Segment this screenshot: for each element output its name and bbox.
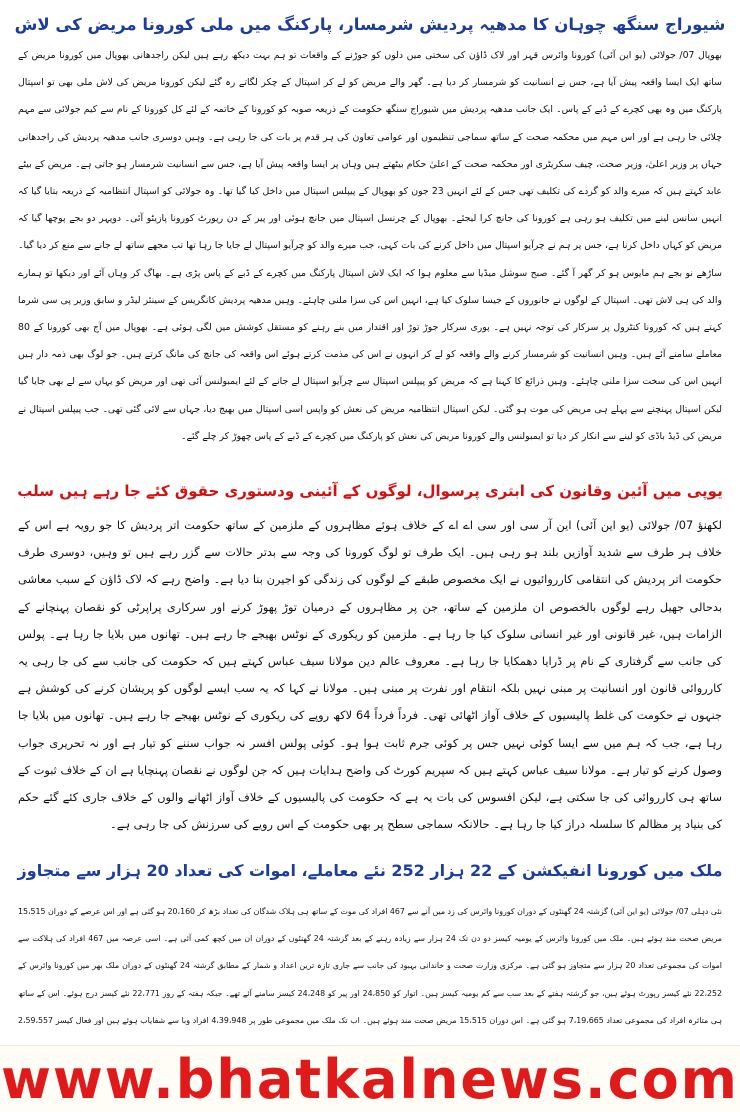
article-2-body: لکھنؤ 07/ جولائی (یو این آئی) این آر سی اور سی اے اے کے خلاف ہوئے مظاہروں کے ملزمین کے ساتھ حکومت اتر پردیش کا جو رویہ ہے اس کے خلاف ہر طرف سے شدید آوازیں بلند ہو رہی ہیں۔ ایک طرف تو لوگ کورونا کی وجہ سے بدتر حالات سے گزر رہے ہیں تو وہیں، دوسری طرف حکومت اتر پردیش کی انتقامی کارروائیوں نے ایک مخصوص طبقے کے لوگوں کی زندگی کو اجیرن بنا دیا ہے۔ واضح رہے کہ لاک ڈاؤن کے سبب معاشی بدحالی جھیل رہے لوگوں بالخصوص ان ملزمین کے ساتھ، جن پر مظاہروں کے درمیان توڑ پھوڑ کرنے اور سرکاری پراپرٹی کو نقصان پہنچانے کے الزامات ہیں، غیر قانونی اور غیر انسانی سلوک کیا جا رہا ہے۔ ملزمین کو ریکوری کے نوٹس بھیجے جا رہے ہیں۔ تھانوں میں بلایا جا رہا ہے۔ پولس کی جانب سے گرفتاری کے نام پر ڈرایا دھمکایا جا رہا ہے۔ معروف عالم دین مولانا سیف عباس کہتے ہیں کہ حکومت کی جانب سے کی جا رہی یہ کارروائی قانون اور انسانیت پر مبنی نہیں بلکہ انتقام اور نفرت پر مبنی ہیں۔ مولانا نے کہا کہ یہ سب ایسے لوگوں کو پریشان کرنے کی کوشش ہے جنہوں نے حکومت کی غلط پالیسیوں کے خلاف آواز اٹھائی تھی۔ فرداً فرداً 64 لاکھ روپے کی ریکوری کے نوٹس بھیجے جا رہے ہیں۔ تھانوں میں بلایا جا رہا ہے، جب کہ ہم میں سے ایسا کوئی نہیں جس پر کوئی جرم ثابت ہوا ہو۔ کوئی پولس افسر نہ جواب سننے کو تیار ہے اور نہ تحریری جواب وصول کرنے کو تیار ہے۔ مولانا سیف عباس کہتے ہیں کہ سپریم کورٹ کی واضح ہدایات ہیں کہ جن لوگوں نے نقصان پہنچایا ہے ان کے خلاف ثبوت کے ساتھ ہی کارروائی کی جا سکتی ہے، لیکن افسوس کی بات یہ ہے کہ حکومت کی پالیسیوں کے خلاف آواز اٹھانے والوں کے خلاف جاری کئے گئے حکم کی بنیاد پر مظالم کا سلسلہ دراز کیا جا رہا ہے۔ حالانکہ سماجی سطح پر بھی حکومت کے اس رویے کی سرزنش کی جا رہی ہے۔ <box>18 518 722 832</box>
site-footer <box>0 1045 740 1112</box>
site-url[interactable]: www.bhatkalnews.com <box>1 1048 739 1111</box>
headline-3: ملک میں کورونا انفیکشن کے 22 ہزار 252 نئے معاملے، اموات کی تعداد 20 ہزار سے متجاوز <box>17 861 723 880</box>
headline-1: شیوراج سنگھ چوہان کا مدھیہ پردیش شرمسار، پارکنگ میں ملی کورونا مریض کی لاش <box>14 15 726 34</box>
headline-2: یوپی میں آئین وقانون کی ابتری پرسوال، لوگوں کے آئینی ودستوری حقوق کئے جا رہے ہیں سلب <box>17 482 723 500</box>
article-1-body: بھوپال 07/ جولائی (یو این آئی) کورونا وائرس قہر اور لاک ڈاؤن کی سختی میں دلوں کو جوڑنے کے واقعات تو ہم بہت دیکھ رہے ہیں لیکن راجدھانی بھوپال میں کورونا مریض کے ساتھ ایک ایسا واقعہ پیش آیا ہے، جس نے انسانیت کو شرمسار کر دیا ہے۔ گھر والے مریض کو لے کر اسپتال کے چکر لگاتے رہ گئے لیکن کورونا مریض کی لاش ملی بھی تو اسپتال پارکنگ میں وہ بھی کچرے کے ڈبے کے پاس۔ ایک جانب مدھیہ پردیش میں شیوراج سنگھ حکومت کے ذریعہ صوبہ کو کورونا کے خاتمہ کے لئے کل کورونا کے نام سے کیم جولائی سے مہم چلائی جا رہی ہے اور اس مہم میں محکمہ صحت کے ساتھ سماجی تنظیموں اور عوامی تعاون کی ہر قدم پر بات کی جا رہی ہے۔ وہیں دوسری جانب مدھیہ پردیش کی راجدھانی جہاں پر وزیر اعلیٰ، وزیر صحت، چیف سکریٹری اور محکمہ صحت کے اعلیٰ حکام بیٹھتے ہیں وہاں پر ایسا واقعہ پیش آیا ہے، جس سے انسانیت شرمسار ہو جاتی ہے۔ مریض کے بیٹے عابد کہتے ہیں کہ میرے والد کو گردے کی تکلیف تھی جس کے لئے انہیں 23 جون کو بھوپال کے پیپلس اسپتال میں داخل کیا گیا تھا۔ وہ جولائی کو اسپتال انتظامیہ کے ذریعہ بتایا گیا کہ انہیں سانس لینے میں تکلیف ہو رہی ہے کورونا کی جانچ کرا لیجئے۔ بھوپال کے چرنسل اسپتال میں جانچ ہوئی اور پیر کے دن رپورٹ کورونا پازیٹو آئی۔ دوپہر دو بجے پوچھا گیا کہ مریض کو کہاں داخل کرنا ہے، جس پر ہم نے چرآیو اسپتال میں داخل کرنے کی بات کہی، جب میرے والد کو چرآیو اسپتال لے جایا جا رہا تھا تب مجھے ساتھ لے جانے سے منع کر دیا گیا۔ ساڑھے نو بجے ہم مایوس ہو کر گھر آ گئے۔ صبح سوشل میڈیا سے معلوم ہوا کہ ایک لاش اسپتال پارکنگ میں کچرے کے ڈبے کے پاس پڑی ہے۔ بھاگ کر وہاں آئے اور دیکھا تو ہمارے والد کی ہی لاش تھی۔ اسپتال کے لوگوں نے جانوروں کے جیسا سلوک کیا ہے، انہیں اس کی سزا ملنی چاہئے۔ وہیں مدھیہ پردیش کانگریس کے سینئر لیڈر و سابق وزیر پی سی شرما کہتے ہیں کہ کورونا کنٹرول پر سرکار کی توجہ نہیں ہے۔ پوری سرکار جوڑ توڑ اور اقتدار میں بنے رہنے کو مستقل کوشش میں لگی ہوئی ہے۔ بھوپال میں آج بھی کورونا کے 80 معاملے سامنے آئے ہیں۔ وہیں انسانیت کو شرمسار کرنے والے واقعہ کو لے کر انہوں نے اس کی مذمت کرتے ہوئے اس واقعہ کی جانچ کی مانگ کرتے ہیں۔ جو لوگ بھی ذمہ دار ہیں انہیں اس کی سخت سزا ملنی چاہئے۔ وہیں ذرائع کا کہنا ہے کہ مریض کو پیپلس اسپتال سے چرآیو اسپتال لے جانے کے لئے ایمبولنس آئی تھی اور مریض کو یہاں سے لے بھی جایا گیا لیکن اسپتال پہنچنے سے پہلے ہی مریض کی موت ہو گئی۔ لیکن اسپتال انتظامیہ مریض کی نعش کو واپس اسی اسپتال میں بھیج دیا، جہاں سے لائی گئی تھی۔ جب پیپلس اسپتال نے مریض کی ڈیڈ باڈی کو لینے سے انکار کر دیا تو ایمبولنس والے کورونا مریض کی نعش کو پارکنگ میں کچرے کے ڈبے کے پاس چھوڑ کر چلے گئے۔ <box>18 50 722 442</box>
article-3-body: نئی دہلی 07/ جولائی (یو این آئی) گزشتہ 24 گھنٹوں کے دوران کورونا وائرس کی زد میں آنے سے 467 افراد کی موت کے ساتھ ہی ہلاک شدگان کی تعداد بڑھ کر 20،160 ہو گئی ہے اور اس عرصے کے دوران 15،515 مریض صحت مند ہوئے ہیں۔ ملک میں کورونا وائرس کے یومیہ کیسز دو دن تک 24 ہزار سے زیادہ رہنے کے بعد گزشتہ 24 گھنٹوں کے دوران ان میں کچھ کمی آئی ہے۔ اسی عرصہ میں 467 افراد کی ہلاکت سے اموات کی مجموعی تعداد 20 ہزار سے متجاوز ہو گئی ہے۔ مرکزی وزارت صحت و خاندانی بہبود کی جانب سے جاری تازہ ترین اعداد و شمار کے مطابق گزشتہ 24 گھنٹوں کے دوران ملک بھر میں کورونا وائرس کے 22،252 نئے کیسز رپورٹ ہوئے ہیں، جو گزشتہ ہفتے کے بعد سب سے کم یومیہ کیسز ہیں۔ اتوار کو 24،850 اور پیر کو 24،248 کیسز سامنے آئے تھے۔ جبکہ ہفتہ کے روز 22،771 نئے کیسز درج ہوئے۔ اس کے ساتھ ہی متاثرہ افراد کی مجموعی تعداد 7،19،665 ہو گئی ہے۔ اس دوران 15،515 مریض صحت مند ہوئے ہیں۔ اب تک ملک میں مجموعی طور پر 4،39،948 افراد وبا سے شفایاب ہوئے ہیں اور فعال کیسز 2،59،557 <box>18 907 722 1025</box>
